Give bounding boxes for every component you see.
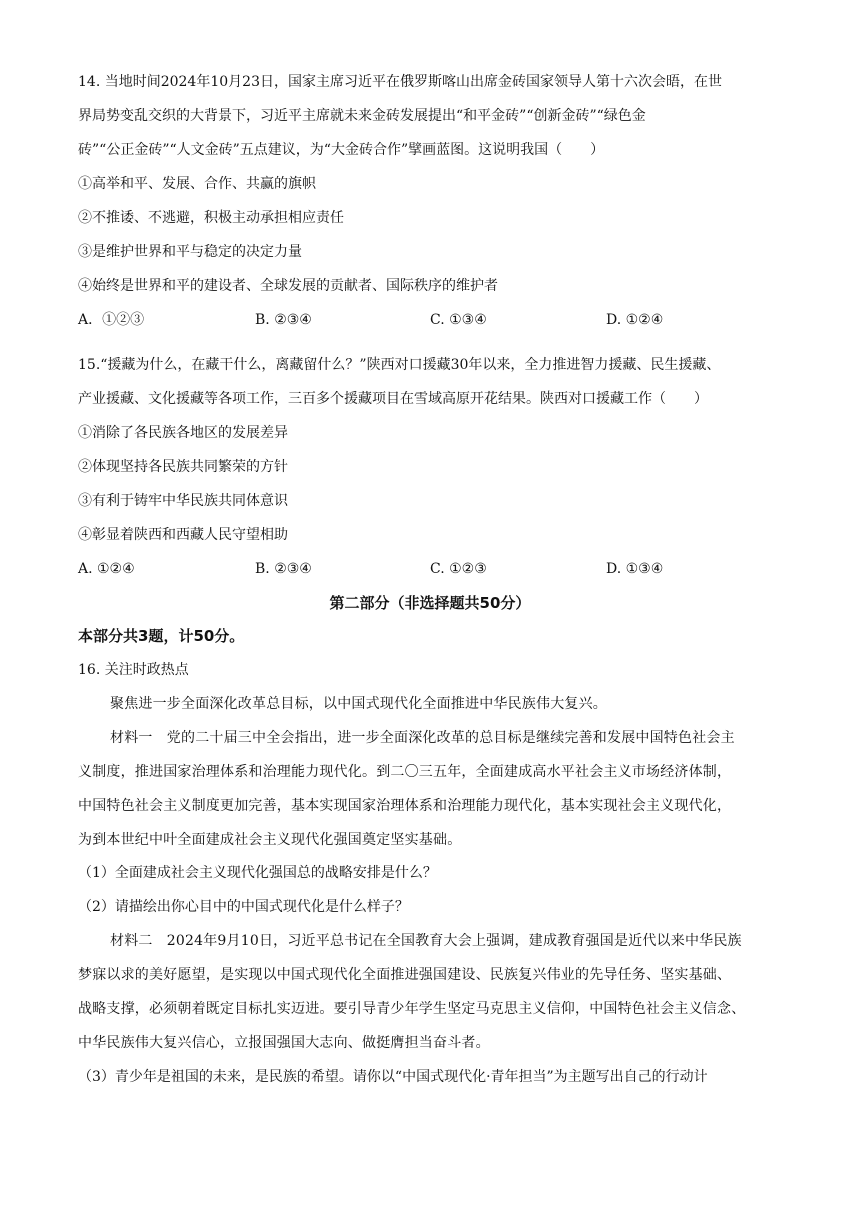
q14-stem-line-3: 砖”“公正金砖”“人文金砖”五点建议，为“大金砖合作”擘画蓝图。这说明我国（ ） xyxy=(78,142,605,158)
q16-material1-line-2: 义制度，推进国家治理体系和治理能力现代化。到二〇三五年，全面建成高水平社会主义市场经济体制， xyxy=(78,764,732,780)
q16-material2-line-3: 战略支撑，必须朝着既定目标扎实迈进。要引导青少年学生坚定马克思主义信仰，中国特色社会主义信念、 xyxy=(78,1001,746,1017)
q15-option-d: D. ①③④ xyxy=(606,561,664,577)
q15-option-c: C. ①②③ xyxy=(430,561,487,577)
q16-sub-question-1: （1）全面建成社会主义现代化强国总的战略安排是什么？ xyxy=(78,865,437,881)
q14-item-4: ④始终是世界和平的建设者、全球发展的贡献者、国际秩序的维护者 xyxy=(78,278,498,294)
q16-sub-question-2: （2）请描绘出你心目中的中国式现代化是什么样子？ xyxy=(78,899,409,915)
q15-stem-line-1: 15.“援藏为什么，在藏干什么，离藏留什么？”陕西对口援藏30年以来，全力推进智力援藏、民生援藏、 xyxy=(78,357,721,373)
q16-material2-line-4: 中华民族伟大复兴信心，立报国强国大志向、做挺膺担当奋斗者。 xyxy=(78,1035,490,1051)
q14-item-2: ②不推诿、不逃避，积极主动承担相应责任 xyxy=(78,210,344,226)
q14-option-a: A．①②③ xyxy=(78,312,145,328)
q16-heading: 16. 关注时政热点 xyxy=(78,662,189,678)
q16-intro: 聚焦进一步全面深化改革总目标，以中国式现代化全面推进中华民族伟大复兴。 xyxy=(110,696,607,712)
q15-item-4: ④彰显着陕西和西藏人民守望相助 xyxy=(78,527,288,543)
q15-option-a: A. ①②④ xyxy=(78,561,135,577)
part-two-title: 第二部分（非选择题共50分） xyxy=(329,594,531,612)
q16-material1-line-1: 材料一 党的二十届三中全会指出，进一步全面深化改革的总目标是继续完善和发展中国特色社会主 xyxy=(110,730,735,746)
q14-stem-line-1: 14. 当地时间2024年10月23日，国家主席习近平在俄罗斯喀山出席金砖国家领导人第十六次会晤，在世 xyxy=(78,74,722,90)
q14-stem-line-2: 界局势变乱交织的大背景下，习近平主席就未来金砖发展提出“和平金砖”“创新金砖”“绿色金 xyxy=(78,108,646,124)
q16-material2-line-1: 材料二 2024年9月10日，习近平总书记在全国教育大会上强调，建成教育强国是近代以来中华民族 xyxy=(110,933,742,949)
q16-material2-line-2: 梦寐以求的美好愿望，是实现以中国式现代化全面推进强国建设、民族复兴伟业的先导任务、坚实基础、 xyxy=(78,967,732,983)
q16-material1-line-3: 中国特色社会主义制度更加完善，基本实现国家治理体系和治理能力现代化，基本实现社会主义现代化， xyxy=(78,798,732,814)
q14-item-1: ①高举和平、发展、合作、共赢的旗帜 xyxy=(78,176,316,192)
q15-stem-line-2: 产业援藏、文化援藏等各项工作，三百多个援藏项目在雪域高原开花结果。陕西对口援藏工作（ ） xyxy=(78,391,708,407)
q16-material1-line-4: 为到本世纪中叶全面建成社会主义现代化强国奠定坚实基础。 xyxy=(78,832,462,848)
q14-option-d: D. ①②④ xyxy=(606,312,664,328)
q15-item-2: ②体现坚持各民族共同繁荣的方针 xyxy=(78,459,288,475)
q14-option-b: B. ②③④ xyxy=(255,312,312,328)
part-two-note: 本部分共3题，计50分。 xyxy=(78,627,245,645)
q15-item-1: ①消除了各民族各地区的发展差异 xyxy=(78,425,288,441)
q15-option-b: B. ②③④ xyxy=(255,561,312,577)
q14-item-3: ③是维护世界和平与稳定的决定力量 xyxy=(78,244,302,260)
q15-item-3: ③有利于铸牢中华民族共同体意识 xyxy=(78,493,288,509)
q16-sub-question-3: （3）青少年是祖国的未来，是民族的希望。请你以“中国式现代化·青年担当”为主题写出自己的行动计 xyxy=(78,1069,708,1085)
q14-option-c: C. ①③④ xyxy=(430,312,487,328)
